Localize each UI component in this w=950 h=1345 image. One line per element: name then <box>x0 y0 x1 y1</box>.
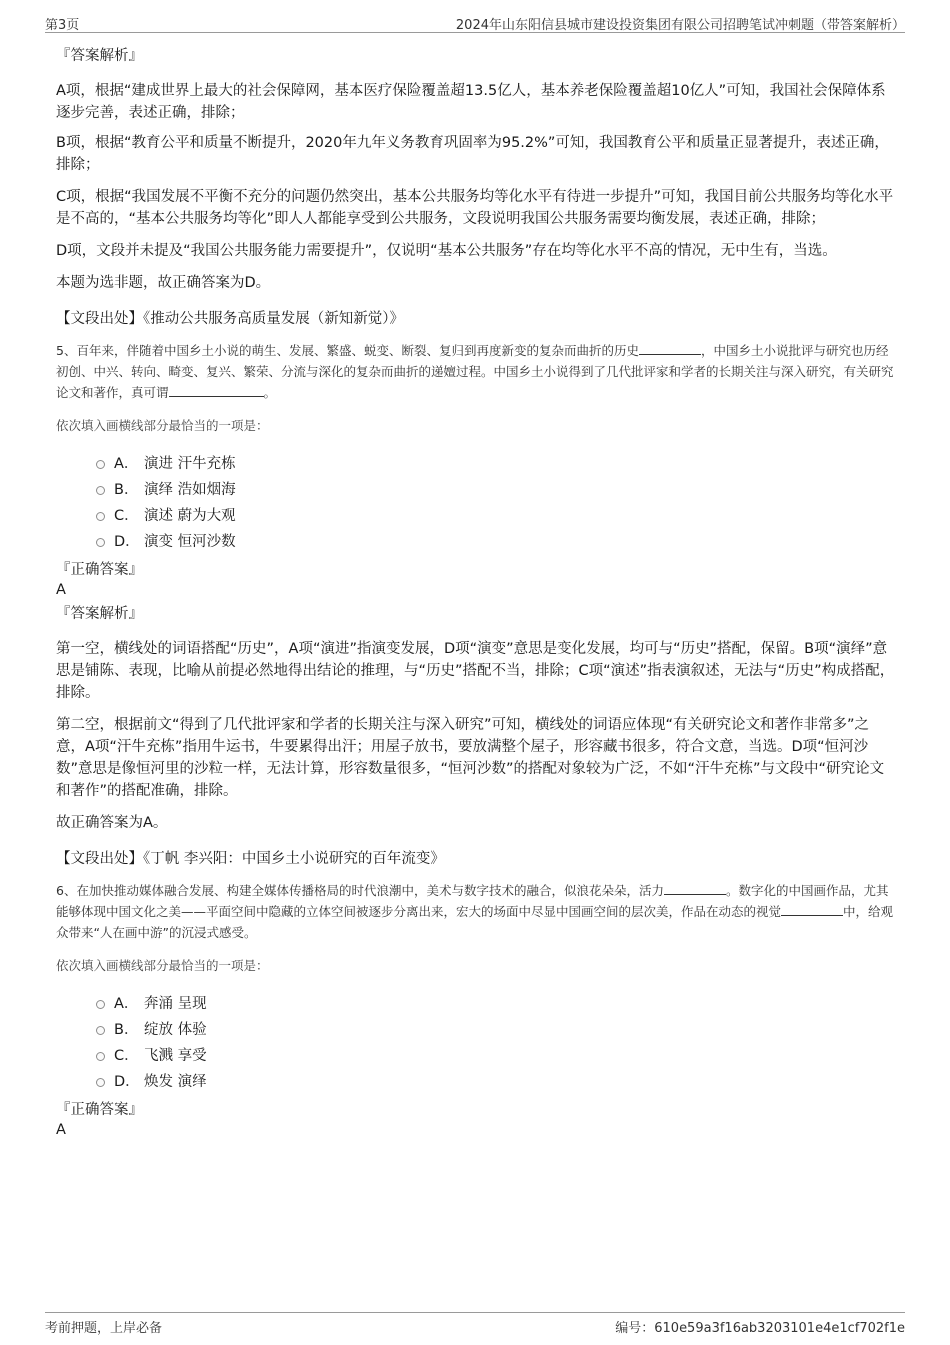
q5-analysis-label: 『答案解析』 <box>56 606 143 622</box>
q4-conclusion: 本题为选非题，故正确答案为D。 <box>56 275 271 291</box>
q5-analysis-2: 第二空，根据前文“得到了几代批评家和学者的长期关注与深入研究”可知，横线处的词语应体现“有关研究论文和著作非常多”之意，A项“汗牛充栋”指用牛运书，牛要累得出汗；用屋子放书，要放满整个屋子，形容藏书很多，符合文意，当选。D项“恒河沙数”意思是像恒河里的沙粒一样，无法计算，形容数量很多，“恒河沙数”的搭配对象较为广泛，不如“汗牛充栋”与文段中“研究论文和著作”的搭配准确，排除。 <box>56 717 885 799</box>
q5-conclusion: 故正确答案为A。 <box>56 815 168 831</box>
q6-options <box>56 991 896 1095</box>
q6-text-part1: 6、在加快推动媒体融合发展、构建全媒体传播格局的时代浪潮中，美术与数字技术的融合，似浪花朵朵，活力 <box>56 883 664 898</box>
q4-analysis-d: D项，文段并未提及“我国公共服务能力需要提升”，仅说明“基本公共服务”存在均等化水平不高的情况，无中生有，当选。 <box>56 243 837 259</box>
q5-correct-label: 『正确答案』 <box>56 562 143 578</box>
q5-option-c[interactable]: C． 演述 蔚为大观 <box>96 503 896 529</box>
q6-correct-label: 『正确答案』 <box>56 1102 143 1118</box>
q4-analysis-a: A项，根据“建成世界上最大的社会保障网，基本医疗保险覆盖超13.5亿人，基本养老保险覆盖超10亿人”可知，我国社会保障体系逐步完善，表述正确，排除； <box>56 83 886 121</box>
radio-icon[interactable] <box>96 1026 105 1035</box>
q5-text-part1: 5、百年来，伴随着中国乡土小说的萌生、发展、繁盛、蜕变、断裂、复归到再度新变的复杂而曲折的历史 <box>56 343 639 358</box>
radio-icon[interactable] <box>96 512 105 521</box>
q6-prompt: 依次填入画横线部分最恰当的一项是： <box>56 958 269 973</box>
page-content <box>56 45 896 1139</box>
q4-analysis-label: 『答案解析』 <box>56 48 143 64</box>
q5-prompt: 依次填入画横线部分最恰当的一项是： <box>56 418 269 433</box>
q5-blank-2 <box>169 384 264 397</box>
document-serial-number: 编号：610e59a3f16ab3203101e4e1cf702f1e <box>615 1321 905 1336</box>
q5-options <box>56 451 896 555</box>
q4-source: 【文段出处】《推动公共服务高质量发展（新知新觉）》 <box>56 311 404 327</box>
q5-option-d[interactable]: D． 演变 恒河沙数 <box>96 529 896 555</box>
q5-correct-answer: A <box>56 582 66 598</box>
q4-analysis-b: B项，根据“教育公平和质量不断提升，2020年九年义务教育巩固率为95.2%”可知，我国教育公平和质量正显著提升，表述正确，排除； <box>56 135 889 173</box>
q6-blank-2 <box>781 903 843 916</box>
q6-text-part2: 。数字化的中国画作品，尤其能够体现中国文化之美——平面空间中隐藏的立体空间被逐步分离出来，宏大的场面中尽显中国画空间的层次美，作品在动态的视觉 <box>56 883 889 919</box>
radio-icon[interactable] <box>96 538 105 547</box>
q6-text-part3: 中，给观众带来“人在画中游”的沉浸式感受。 <box>56 904 894 940</box>
page-footer <box>45 1312 905 1337</box>
q5-text-part3: 。 <box>263 385 277 400</box>
q4-analysis-c: C项，根据“我国发展不平衡不充分的问题仍然突出，基本公共服务均等化水平有待进一步提升”可知，我国目前公共服务均等化水平是不高的，“基本公共服务均等化”即人人都能享受到公共服务，文段说明我国公共服务需要均衡发展，表述正确，排除； <box>56 189 894 227</box>
q6-option-c[interactable]: C． 飞溅 享受 <box>96 1043 896 1069</box>
q5-analysis-1: 第一空，横线处的词语搭配“历史”，A项“演进”指演变发展，D项“演变”意思是变化发展，均可与“历史”搭配，保留。B项“演绎”意思是铺陈、表现，比喻从前提必然地得出结论的推理，与“历史”搭配不当，排除；C项“演述”指表演叙述，无法与“历史”构成搭配，排除。 <box>56 641 895 701</box>
q6-correct-answer: A <box>56 1122 66 1138</box>
document-title: 2024年山东阳信县城市建设投资集团有限公司招聘笔试冲刺题（带答案解析） <box>455 18 905 33</box>
page-number: 第3页 <box>45 18 80 33</box>
q5-blank-1 <box>639 342 701 355</box>
q5-option-b[interactable]: B． 演绎 浩如烟海 <box>96 477 896 503</box>
q6-option-b[interactable]: B． 绽放 体验 <box>96 1017 896 1043</box>
radio-icon[interactable] <box>96 1000 105 1009</box>
q5-text <box>56 340 896 403</box>
q5-option-a[interactable]: A． 演进 汗牛充栋 <box>96 451 896 477</box>
q6-text <box>56 880 896 943</box>
q6-option-a[interactable]: A． 奔涌 呈现 <box>96 991 896 1017</box>
radio-icon[interactable] <box>96 1078 105 1087</box>
radio-icon[interactable] <box>96 486 105 495</box>
q6-option-d[interactable]: D． 焕发 演绎 <box>96 1069 896 1095</box>
q5-source: 【文段出处】《丁帆 李兴阳：中国乡土小说研究的百年流变》 <box>56 851 445 867</box>
radio-icon[interactable] <box>96 1052 105 1061</box>
radio-icon[interactable] <box>96 460 105 469</box>
footer-slogan: 考前押题，上岸必备 <box>45 1321 163 1336</box>
q5-text-part2: ，中国乡土小说批评与研究也历经初创、中兴、转向、畸变、复兴、繁荣、分流与深化的复杂而曲折的递嬗过程。中国乡土小说得到了几代批评家和学者的长期关注与深入研究，有关研究论文和著作，真可谓 <box>56 343 894 400</box>
q6-blank-1 <box>664 882 726 895</box>
page-header <box>45 12 905 33</box>
